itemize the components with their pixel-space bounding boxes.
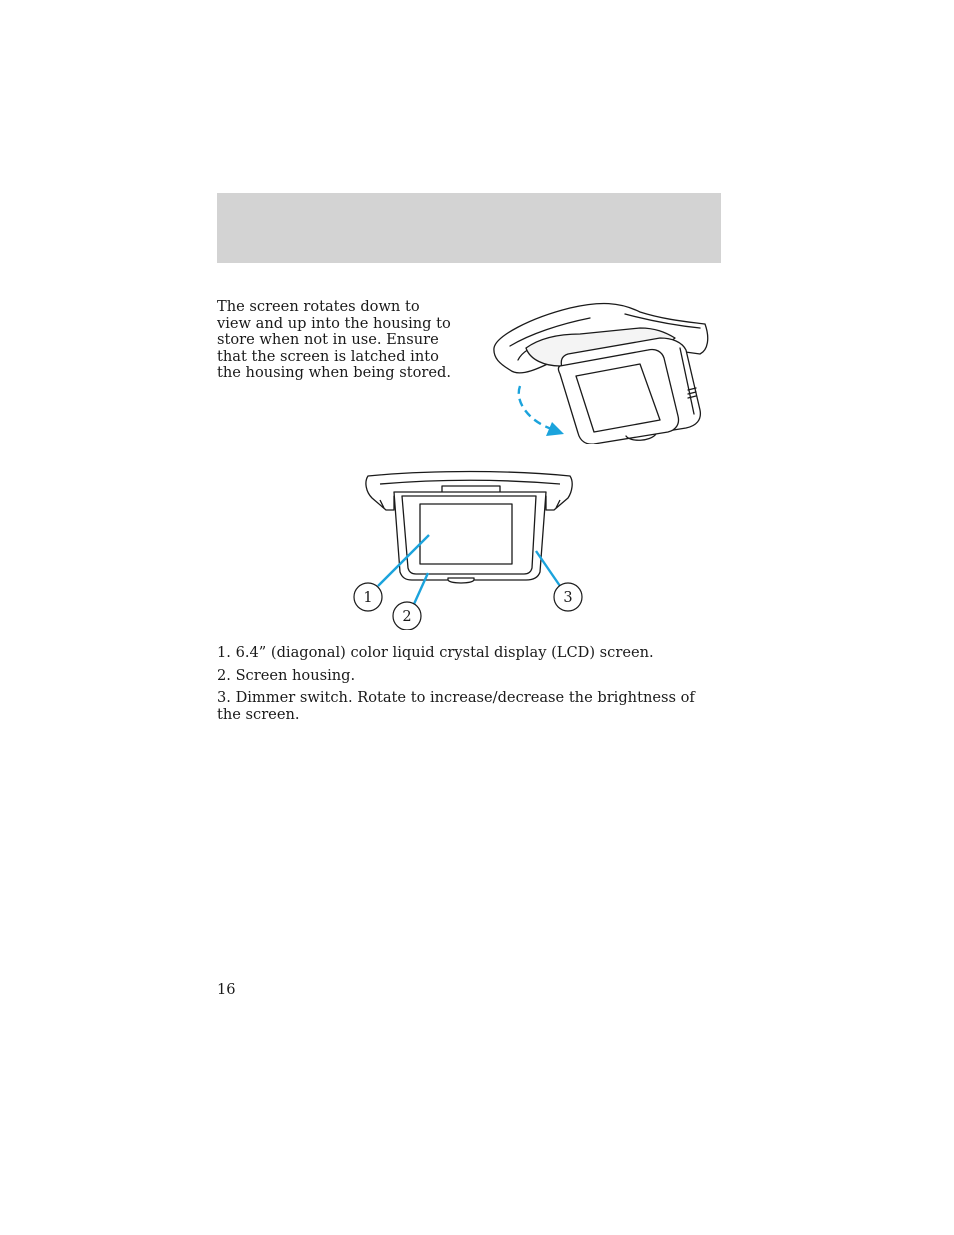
dashed-curved-arrow-icon	[519, 386, 552, 429]
screen-button	[448, 578, 474, 583]
figure-legend	[217, 645, 721, 729]
callout-label-3: 3	[563, 590, 573, 606]
intro-paragraph: The screen rotates down to view and up into the housing to store when not in use. Ensure that the screen is latched into the housing when being stored.	[217, 298, 451, 382]
legend-item-screen-housing: 2. Screen housing.	[217, 666, 356, 684]
page-number: 16	[217, 981, 236, 998]
callout-label-1: 1	[363, 590, 373, 606]
screen-rotation-illustration	[490, 298, 712, 444]
lcd-screen	[420, 504, 512, 564]
screen-front-diagram	[350, 468, 590, 630]
callout-label-2: 2	[402, 609, 412, 625]
section-header-band	[217, 193, 721, 263]
legend-item-dimmer-switch: 3. Dimmer switch. Rotate to increase/decrease the brightness of the screen.	[217, 689, 695, 723]
legend-item-lcd-screen: 1. 6.4” (diagonal) color liquid crystal display (LCD) screen.	[217, 644, 654, 661]
